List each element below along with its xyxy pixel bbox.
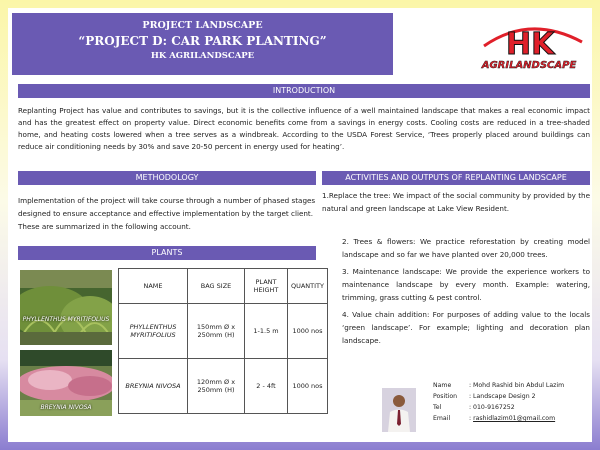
quantity-cell: 1000 nos bbox=[288, 304, 328, 359]
plant-height-cell: 2 - 4ft bbox=[245, 359, 288, 414]
plant-name-cell: PHYLLENTHUS MYRITIFOLIUS bbox=[119, 304, 188, 359]
contact-tel-row bbox=[433, 402, 564, 413]
introduction-text: Replanting Project has value and contributes to savings, but it is the collective influence of a well maintained landscape that makes a real economic impact and has the greatest effect on property value. Direct economic benefits come from a savings in energy costs. Cooling costs are reduced in a tree-shaded home, and heating costs lowered when a tree serves as a windbreak. According to the USDA Forest Service, ‘Trees properly placed around buildings can reduce air conditioning needs by 30% and save 20-50 percent in energy used for heating’. bbox=[18, 106, 590, 151]
col-qty-header: QUANTITY bbox=[288, 269, 328, 304]
activity-item-2: 2. Trees & flowers: We practice reforestation by creating model landscape and so far we have planted over 20,000 trees. bbox=[342, 237, 590, 259]
quantity-cell: 1000 nos bbox=[288, 359, 328, 414]
plants-table bbox=[118, 268, 328, 414]
table-row bbox=[119, 304, 328, 359]
contact-email-row bbox=[433, 413, 564, 424]
name-value: : Mohd Rashid bin Abdul Lazim bbox=[469, 382, 565, 389]
contact-name-row bbox=[433, 380, 564, 391]
hk-agrilandscape-logo bbox=[470, 16, 588, 74]
name-label: Name bbox=[433, 382, 452, 389]
title-banner bbox=[12, 13, 393, 75]
plants-heading: PLANTS bbox=[18, 246, 316, 260]
position-label: Position bbox=[433, 393, 458, 400]
title-line-1: PROJECT LANDSCAPE bbox=[142, 20, 263, 31]
contact-position-row bbox=[433, 391, 564, 402]
tel-label: Tel bbox=[433, 404, 442, 411]
table-header-row bbox=[119, 269, 328, 304]
introduction-heading: INTRODUCTION bbox=[18, 84, 590, 98]
activities-list bbox=[342, 235, 590, 351]
activity-item-1: 1.Replace the tree: We impact of the social community by provided by the natural and green landscape at Lake View Resident. bbox=[322, 191, 590, 213]
methodology-heading: METHODOLOGY bbox=[18, 171, 316, 185]
activities-heading: ACTIVITIES AND OUTPUTS OF REPLANTING LANDSCAPE bbox=[322, 171, 590, 185]
bag-size-cell: 150mm Ø x 250mm (H) bbox=[188, 304, 245, 359]
plant-name-cell: BREYNIA NIVOSA bbox=[119, 359, 188, 414]
email-label: Email bbox=[433, 415, 451, 422]
col-height-header: PLANT HEIGHT bbox=[245, 269, 288, 304]
title-line-2: “PROJECT D: CAR PARK PLANTING” bbox=[78, 34, 327, 48]
grass-shrub-image bbox=[20, 270, 112, 345]
tel-value: : 010-9167252 bbox=[469, 404, 515, 411]
email-link[interactable]: rashidlazim01@gmail.com bbox=[473, 415, 556, 422]
phyllanthus-photo bbox=[20, 270, 112, 345]
col-bag-header: BAG SIZE bbox=[188, 269, 245, 304]
plant-height-cell: 1-1.5 m bbox=[245, 304, 288, 359]
photo1-caption: PHYLLENTHUS MYRITIFOLIUS bbox=[22, 316, 110, 323]
photo2-caption: BREYNIA NIVOSA bbox=[40, 404, 92, 411]
position-value: : Landscape Design 2 bbox=[469, 393, 536, 400]
title-line-3: HK AGRILANDSCAPE bbox=[150, 51, 255, 61]
person-portrait-image bbox=[382, 388, 416, 432]
email-prefix: : bbox=[469, 415, 474, 422]
contact-info bbox=[433, 380, 564, 424]
activity-item-4: 4. Value chain addition: For purposes of adding value to the locals ‘green landscape’. For example; lighting and decoration plan landscape. bbox=[342, 310, 590, 345]
contact-photo bbox=[382, 388, 416, 432]
col-name-header: NAME bbox=[119, 269, 188, 304]
table-row bbox=[119, 359, 328, 414]
methodology-text: Implementation of the project will take course through a number of phased stages designed to ensure acceptance and effective implementation by the target client. These are summarized in the following account. bbox=[18, 196, 316, 231]
logo-hk-text: HK bbox=[506, 27, 555, 62]
logo-agrilandscape-text: AGRILANDSCAPE bbox=[481, 60, 577, 71]
bag-size-cell: 120mm Ø x 250mm (H) bbox=[188, 359, 245, 414]
breynia-photo bbox=[20, 350, 112, 416]
activity-item-3: 3. Maintenance landscape: We provide the experience workers to maintenance landscape by every month. Example: watering, trimming, grass cutting & pest control. bbox=[342, 267, 590, 302]
